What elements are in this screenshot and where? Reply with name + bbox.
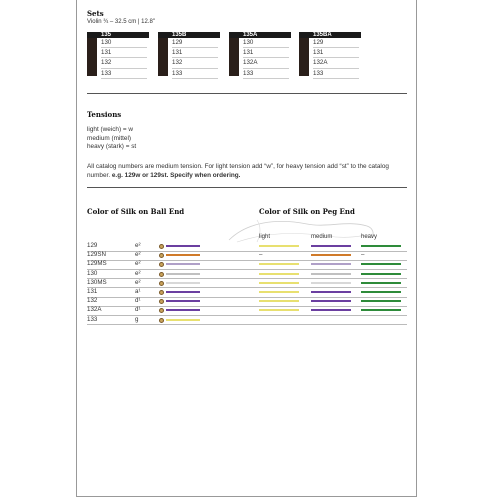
ball-end-icon (159, 281, 164, 286)
peg-silk-swatch-light (259, 273, 299, 275)
string-number: 129 (87, 242, 98, 249)
set-item: 131 (313, 48, 359, 58)
peg-silk-swatch-medium (311, 282, 351, 284)
set-box-header: 135 (87, 32, 149, 38)
silk-row (87, 251, 407, 260)
silk-row (87, 279, 407, 288)
tension-note (87, 163, 409, 180)
peg-silk-swatch-medium (311, 245, 351, 247)
string-note: e² (135, 269, 141, 277)
string-note: a¹ (135, 288, 141, 295)
tension-note-text: All catalog numbers are medium tension. For light tension add “w”, for heavy tension add “st” to the catalog number. (87, 163, 389, 179)
set-item: 130 (101, 38, 147, 48)
peg-silk-swatch-medium (311, 309, 351, 311)
set-box-bar (158, 38, 168, 76)
silk-row (87, 316, 407, 325)
ball-silk-swatch (166, 319, 200, 321)
ball-silk-swatch (166, 273, 200, 275)
peg-silk-swatch-heavy (361, 273, 401, 275)
ball-silk-swatch (166, 282, 200, 284)
set-item: 131 (172, 48, 218, 58)
ball-end-icon (159, 318, 164, 323)
peg-silk-swatch-heavy (361, 263, 401, 265)
tension-light: light (weich) = w (87, 126, 133, 133)
set-box-header: 135BA (299, 32, 361, 38)
peg-silk-none-light: – (259, 251, 263, 259)
peg-silk-swatch-medium (311, 254, 351, 256)
silk-row (87, 242, 407, 251)
set-item: 133 (313, 69, 359, 79)
peg-silk-swatch-medium (311, 273, 351, 275)
ball-end-icon (159, 244, 164, 249)
set-item: 133 (101, 69, 147, 79)
string-number: 132 (87, 297, 98, 305)
peg-silk-swatch-light (259, 263, 299, 265)
set-item: 132A (313, 58, 359, 68)
string-note: e² (135, 251, 141, 259)
set-box-135b (158, 32, 220, 76)
peg-silk-swatch-medium (311, 291, 351, 293)
set-item: 133 (243, 69, 289, 79)
sets-title: Sets (87, 9, 104, 18)
silk-row (87, 260, 407, 269)
string-note: g (135, 315, 139, 323)
string-number: 133 (87, 315, 98, 323)
silk-row (87, 288, 407, 297)
ball-end-icon (159, 272, 164, 277)
tension-medium: medium (mittel) (87, 134, 132, 142)
set-item: 131 (243, 48, 289, 58)
peg-silk-none-heavy: – (361, 251, 365, 259)
set-box-header: 135A (229, 32, 291, 38)
string-note: e² (135, 242, 141, 249)
col-medium: medium (311, 234, 333, 240)
set-item: 133 (172, 69, 218, 79)
peg-silk-swatch-light (259, 282, 299, 284)
set-box-135ba (299, 32, 361, 76)
string-number: 130 (87, 269, 98, 277)
silk-row (87, 306, 407, 315)
set-item: 132 (101, 58, 147, 68)
tension-note-example: e.g. 129w or 129st. Specify when ordering. (111, 171, 241, 179)
col-light: light (259, 234, 271, 240)
set-box-135 (87, 32, 149, 76)
ball-silk-swatch (166, 254, 200, 256)
col-heavy: heavy (361, 234, 378, 240)
ball-silk-swatch (166, 309, 200, 311)
ball-end-icon (159, 253, 164, 258)
peg-end-title: Color of Silk on Peg End (259, 207, 355, 216)
string-number: 131 (87, 288, 98, 295)
peg-silk-swatch-light (259, 245, 299, 247)
ball-end-icon (159, 308, 164, 313)
peg-silk-swatch-heavy (361, 300, 401, 302)
set-item: 130 (243, 38, 289, 48)
set-box-bar (229, 38, 239, 76)
set-item: 132A (243, 58, 289, 68)
ball-silk-swatch (166, 263, 200, 265)
peg-silk-swatch-heavy (361, 282, 401, 284)
tension-heavy: heavy (stark) = st (87, 143, 137, 150)
peg-silk-swatch-light (259, 291, 299, 293)
string-note: d¹ (135, 306, 141, 314)
set-item: 131 (101, 48, 147, 58)
string-note: e² (135, 278, 141, 286)
peg-silk-swatch-heavy (361, 309, 401, 311)
string-note: d¹ (135, 297, 141, 305)
string-number: 130MS (87, 278, 107, 286)
row-divider (87, 324, 407, 325)
set-item: 132 (172, 58, 218, 68)
set-box-135a (229, 32, 291, 76)
catalog-page (76, 0, 417, 497)
peg-silk-swatch-medium (311, 263, 351, 265)
peg-silk-swatch-light (259, 300, 299, 302)
ball-end-icon (159, 290, 164, 295)
set-box-bar (299, 38, 309, 76)
silk-row (87, 270, 407, 279)
string-number: 129SN (87, 251, 106, 259)
set-box-header: 135B (158, 32, 220, 38)
ball-end-icon (159, 262, 164, 267)
ball-silk-swatch (166, 300, 200, 302)
tensions-title: Tensions (87, 110, 122, 119)
divider (87, 93, 407, 94)
peg-silk-swatch-light (259, 309, 299, 311)
string-note: e² (135, 260, 141, 268)
string-number: 132A (87, 306, 102, 314)
divider (87, 187, 407, 188)
string-number: 129MS (87, 260, 107, 268)
set-item: 129 (313, 38, 359, 48)
set-box-bar (87, 38, 97, 76)
sets-subtitle: Violin ¾ – 32.5 cm | 12.8" (87, 19, 155, 25)
set-item: 129 (172, 38, 218, 48)
peg-silk-swatch-heavy (361, 291, 401, 293)
ball-silk-swatch (166, 245, 200, 247)
silk-row (87, 297, 407, 306)
peg-silk-swatch-heavy (361, 245, 401, 247)
ball-end-title: Color of Silk on Ball End (87, 207, 185, 216)
ball-silk-swatch (166, 291, 200, 293)
peg-silk-swatch-medium (311, 300, 351, 302)
ball-end-icon (159, 299, 164, 304)
